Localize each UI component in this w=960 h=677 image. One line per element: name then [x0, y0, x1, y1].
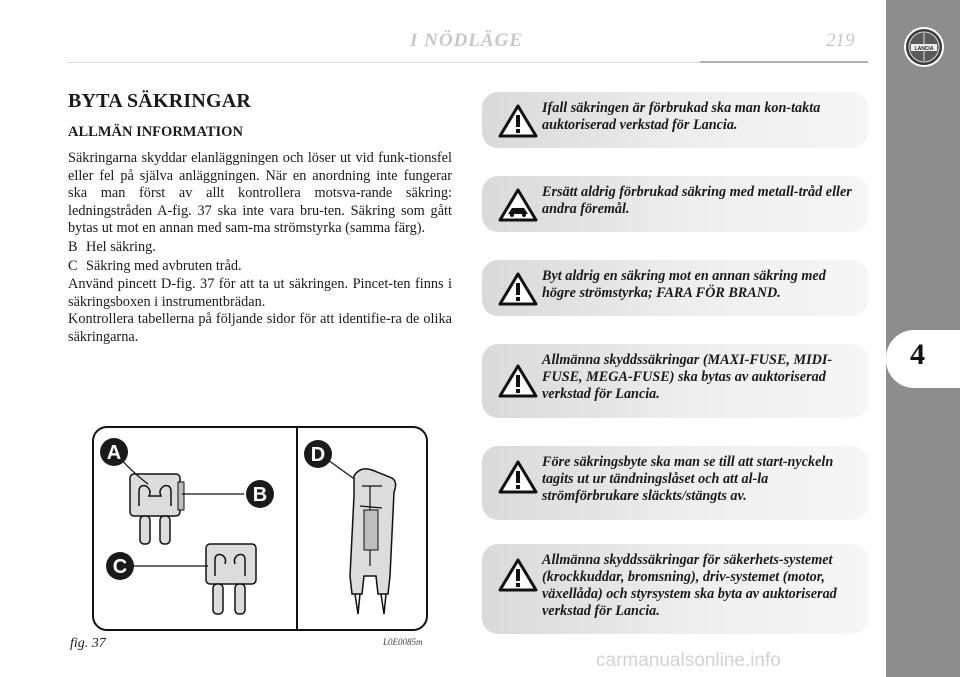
- warning-triangle-icon: [498, 104, 538, 138]
- car-warning-icon: [498, 188, 538, 222]
- section-title: BYTA SÄKRINGAR: [68, 90, 252, 112]
- body-text: [68, 150, 452, 347]
- label-c: C: [112, 556, 128, 578]
- list-text: Hel säkring.: [86, 238, 156, 255]
- warning-box: [482, 344, 868, 418]
- warning-text: Före säkringsbyte ska man se till att start-nyckeln tagits ut ur tändningslåset och att al-la strömförbrukare släckts/stängts av.: [542, 454, 834, 504]
- page-number: 219: [826, 30, 855, 51]
- warning-triangle-icon: [498, 558, 538, 592]
- label-d: D: [310, 444, 326, 466]
- label-b-badge: [246, 480, 274, 508]
- warning-text: Allmänna skyddssäkringar (MAXI-FUSE, MIDI-FUSE, MEGA-FUSE) ska bytas av auktoriserad verkstad för Lancia.: [542, 352, 833, 402]
- chapter-number: 4: [910, 338, 925, 371]
- figure-code: L0E0085m: [383, 637, 423, 647]
- list-item: [68, 239, 452, 257]
- label-a: A: [106, 442, 122, 464]
- warning-text: Byt aldrig en säkring mot en annan säkring med högre strömstyrka; FARA FÖR BRAND.: [542, 268, 826, 301]
- label-b: B: [252, 484, 268, 506]
- warning-text: Allmänna skyddssäkringar för säkerhets-systemet (krockkuddar, bromsning), driv-systemet (motor, växellåda) och styrsystem ska byta av auktoriserad verkstad för Lancia.: [542, 552, 837, 619]
- watermark: carmanualsonline.info: [596, 650, 781, 671]
- label-a-badge: [100, 438, 128, 466]
- label-c-badge: [106, 552, 134, 580]
- warning-text: Ifall säkringen är förbrukad ska man kon-takta auktoriserad verkstad för Lancia.: [542, 100, 821, 133]
- warning-box: [482, 544, 868, 634]
- fuse-figure: [92, 426, 428, 631]
- figure-caption: fig. 37: [70, 636, 106, 651]
- tweezers-paragraph: Använd pincett D-fig. 37 för att ta ut säkringen. Pincet-ten finns i säkringsboxen i instrumentbrädan.: [68, 276, 452, 310]
- lancia-logo-icon: [903, 26, 945, 68]
- warning-box: [482, 92, 868, 148]
- label-d-badge: [304, 440, 332, 468]
- list-item: [68, 258, 452, 276]
- warning-box: [482, 446, 868, 520]
- subsection-title: ALLMÄN INFORMATION: [68, 124, 243, 140]
- chapter-title: I NÖDLÄGE: [410, 30, 523, 51]
- warning-box: [482, 260, 868, 316]
- warning-box: [482, 176, 868, 232]
- intro-paragraph: Säkringarna skyddar elanläggningen och löser ut vid funk-tionsfel eller fel på själva anläggningen. När en anordning inte fungerar ska man först av allt kontrollera motsva-rande säkring: ledningstråden A-fig. 37 ska inte vara bru-ten. Säkring som gått bytas ut mot en annan med sam-ma strömstyrka (samma färg).: [68, 150, 452, 237]
- list-letter: B: [68, 238, 78, 255]
- list-text: Säkring med avbruten tråd.: [86, 257, 242, 274]
- svg-text:LANCIA: LANCIA: [914, 46, 934, 52]
- tables-paragraph: Kontrollera tabellerna på följande sidor för att identifie-ra de olika säkringarna.: [68, 311, 452, 345]
- list-letter: C: [68, 257, 78, 274]
- warning-text: Ersätt aldrig förbrukad säkring med metall-tråd eller andra föremål.: [542, 184, 852, 217]
- warning-triangle-icon: [498, 364, 538, 398]
- warning-triangle-icon: [498, 272, 538, 306]
- header-rule-accent: [700, 61, 868, 63]
- warning-triangle-icon: [498, 460, 538, 494]
